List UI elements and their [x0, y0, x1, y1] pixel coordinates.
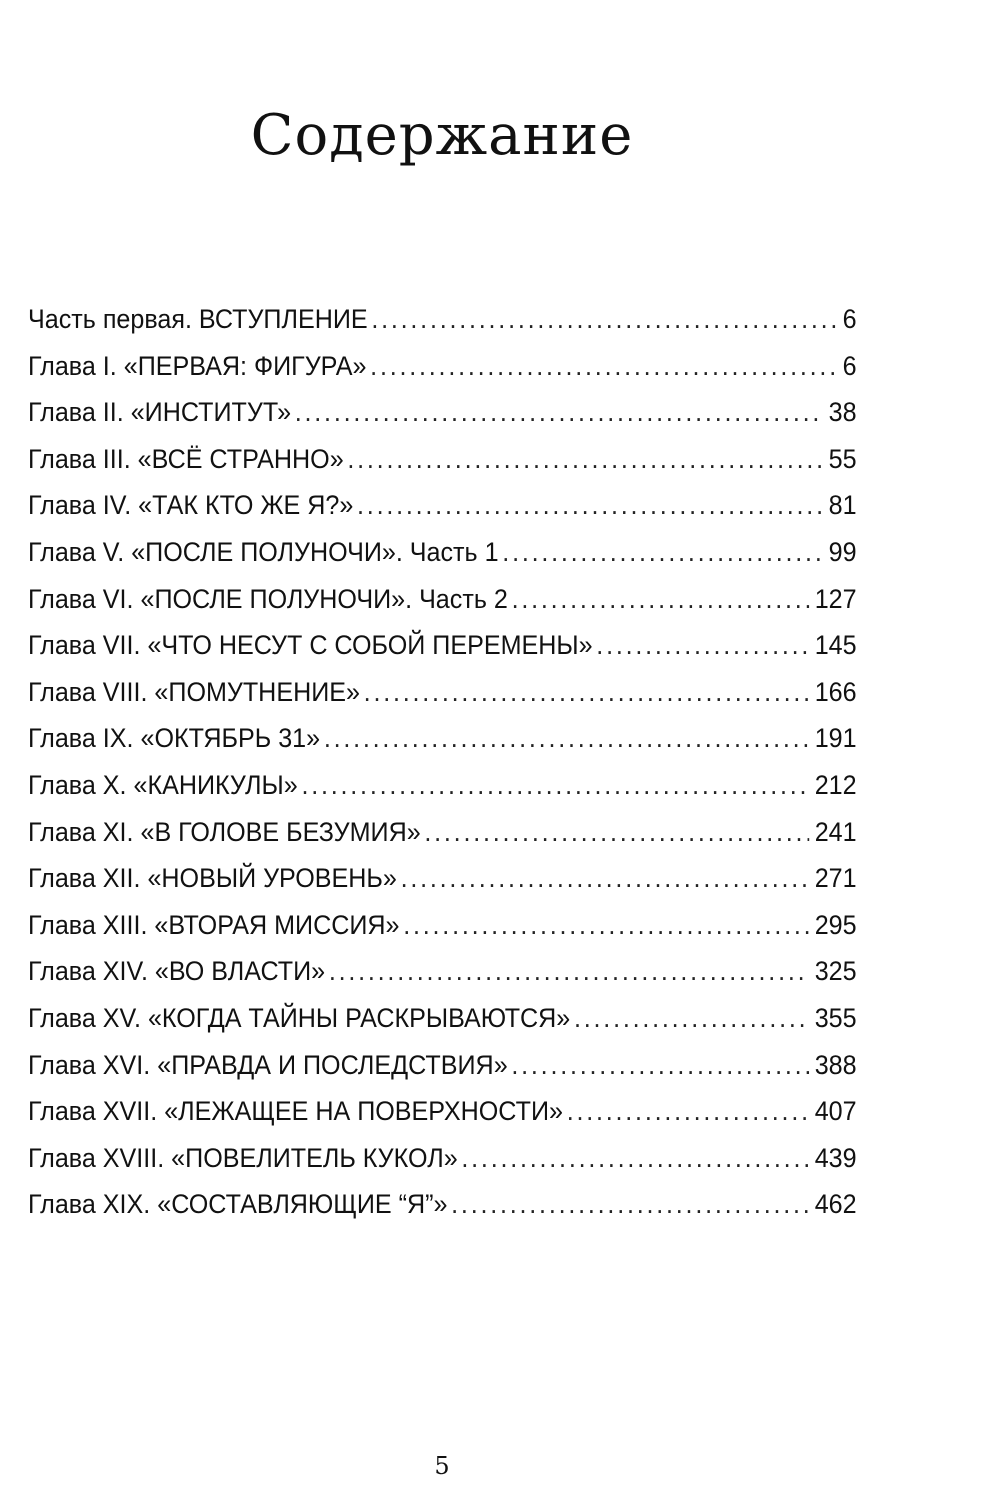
toc-entry[interactable]: [28, 436, 857, 483]
toc-entry[interactable]: [28, 1135, 857, 1182]
toc-entry[interactable]: [28, 1088, 857, 1135]
toc-leader-dots: [371, 296, 837, 343]
toc-leader-dots: [403, 902, 809, 949]
toc-entry-title: Глава III. «ВСЁ СТРАННО»: [28, 443, 344, 474]
toc-entry-page: 355: [814, 1002, 857, 1033]
toc-leader-dots: [512, 576, 810, 623]
toc-leader-dots: [451, 1181, 809, 1228]
toc-entry-title: Глава IX. «ОКТЯБРЬ 31»: [28, 723, 321, 754]
toc-leader-dots: [502, 529, 823, 576]
toc-entry-title: Часть первая. ВСТУПЛЕНИЕ: [28, 304, 368, 334]
toc-leader-dots: [364, 669, 809, 716]
toc-entry-title: Глава XV. «КОГДА ТАЙНЫ РАСКРЫВАЮТСЯ»: [28, 1002, 571, 1033]
toc-entry[interactable]: [28, 622, 857, 669]
toc-leader-dots: [574, 995, 809, 1042]
toc-leader-dots: [347, 436, 823, 483]
toc-entry[interactable]: [28, 762, 857, 809]
toc-entry-page: 212: [814, 769, 857, 800]
toc-entry-page: 191: [814, 723, 857, 754]
toc-entry-page: 388: [814, 1049, 857, 1080]
toc-leader-dots: [324, 715, 809, 762]
toc-entry-title: Глава XVIII. «ПОВЕЛИТЕЛЬ КУКОЛ»: [28, 1142, 458, 1173]
toc-entry[interactable]: [28, 389, 857, 436]
toc-entry-title: Глава XIX. «СОСТАВЛЯЮЩИЕ “Я”»: [28, 1189, 448, 1220]
table-of-contents: [28, 296, 857, 1228]
toc-entry-page: 407: [814, 1096, 857, 1127]
toc-entry-page: 145: [814, 630, 857, 661]
toc-leader-dots: [567, 1088, 809, 1135]
page-number: 5: [434, 1452, 450, 1480]
toc-leader-dots: [295, 389, 823, 436]
toc-entry[interactable]: [28, 948, 857, 995]
toc-entry-title: Глава XIII. «ВТОРАЯ МИССИЯ»: [28, 909, 400, 940]
toc-entry[interactable]: [28, 809, 857, 856]
toc-entry-page: 6: [842, 350, 857, 381]
toc-leader-dots: [596, 622, 809, 669]
toc-entry-page: 38: [828, 397, 857, 428]
toc-entry-title: Глава V. «ПОСЛЕ ПОЛУНОЧИ». Часть 1: [28, 536, 499, 567]
toc-entry-title: Глава X. «КАНИКУЛЫ»: [28, 769, 298, 800]
toc-entry-page: 127: [814, 583, 857, 614]
toc-entry-title: Глава XVI. «ПРАВДА И ПОСЛЕДСТВИЯ»: [28, 1049, 508, 1080]
toc-leader-dots: [461, 1135, 809, 1182]
toc-entry[interactable]: [28, 1181, 857, 1228]
toc-entry[interactable]: [28, 715, 857, 762]
toc-entry-page: 6: [842, 304, 857, 334]
toc-entry-page: 99: [828, 536, 857, 567]
toc-entry-title: Глава XI. «В ГОЛОВЕ БЕЗУМИЯ»: [28, 816, 421, 847]
toc-leader-dots: [357, 482, 823, 529]
toc-entry-page: 462: [814, 1189, 857, 1220]
toc-entry[interactable]: [28, 902, 857, 949]
toc-entry[interactable]: [28, 855, 857, 902]
toc-entry-page: 439: [814, 1142, 857, 1173]
toc-entry-title: Глава VII. «ЧТО НЕСУТ С СОБОЙ ПЕРЕМЕНЫ»: [28, 630, 593, 661]
toc-leader-dots: [401, 855, 810, 902]
toc-entry-page: 271: [814, 863, 857, 894]
toc-entry[interactable]: [28, 995, 857, 1042]
toc-leader-dots: [301, 762, 809, 809]
toc-leader-dots: [424, 809, 809, 856]
toc-entry[interactable]: [28, 296, 857, 343]
toc-entry-title: Глава IV. «ТАК КТО ЖЕ Я?»: [28, 490, 354, 521]
toc-entry-title: Глава VI. «ПОСЛЕ ПОЛУНОЧИ». Часть 2: [28, 583, 508, 614]
toc-entry-page: 81: [828, 490, 857, 521]
toc-entry[interactable]: [28, 669, 857, 716]
toc-entry-page: 241: [814, 816, 857, 847]
toc-entry-page: 166: [814, 676, 857, 707]
toc-entry[interactable]: [28, 482, 857, 529]
toc-entry-title: Глава XVII. «ЛЕЖАЩЕЕ НА ПОВЕРХНОСТИ»: [28, 1096, 563, 1127]
toc-entry-title: Глава XII. «НОВЫЙ УРОВЕНЬ»: [28, 863, 397, 894]
page-title: Содержание: [250, 103, 634, 168]
toc-entry[interactable]: [28, 529, 857, 576]
toc-entry-title: Глава XIV. «ВО ВЛАСТИ»: [28, 956, 326, 987]
toc-entry[interactable]: [28, 576, 857, 623]
toc-entry-page: 55: [828, 443, 857, 474]
toc-leader-dots: [370, 343, 837, 390]
toc-entry-page: 295: [814, 909, 857, 940]
toc-entry-title: Глава II. «ИНСТИТУТ»: [28, 397, 292, 428]
toc-entry-page: 325: [814, 956, 857, 987]
toc-entry-title: Глава I. «ПЕРВАЯ: ФИГУРА»: [28, 350, 367, 381]
toc-leader-dots: [329, 948, 809, 995]
toc-entry[interactable]: [28, 1042, 857, 1089]
toc-entry[interactable]: [28, 343, 857, 390]
toc-entry-title: Глава VIII. «ПОМУТНЕНИЕ»: [28, 676, 360, 707]
toc-leader-dots: [511, 1042, 809, 1089]
